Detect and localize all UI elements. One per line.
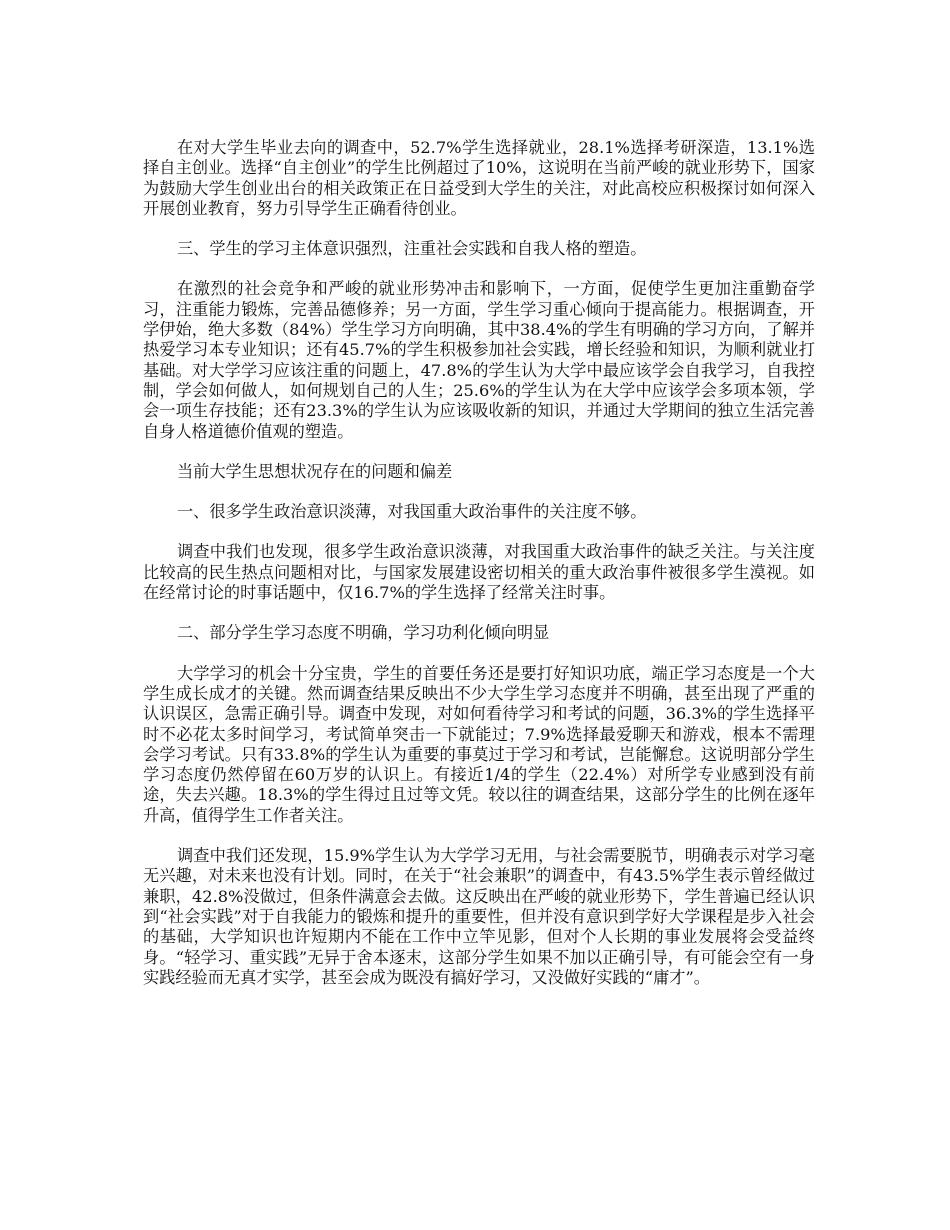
paragraph-political-awareness: 调查中我们也发现，很多学生政治意识淡薄，对我国重大政治事件的缺乏关注。与关注度比较高的民生热点问题相对比，与国家发展建设密切相关的重大政治事件被很多学生漠视。如在经常讨论的时事话题中，仅16.7%的学生选择了经常关注时事。 — [143, 542, 815, 603]
paragraph-part-time-jobs: 调查中我们还发现，15.9%学生认为大学学习无用，与社会需要脱节，明确表示对学习毫无兴趣，对未来也没有计划。同时，在关于“社会兼职”的调查中，有43.5%学生表示曾经做过兼职，42.8%没做过，但条件满意会去做。这反映出在严峻的就业形势下，学生普遍已经认识到“社会实践”对于自我能力的锻炼和提升的重要性，但并没有意识到学好大学课程是步入社会的基础，大学知识也许短期内不能在工作中立竿见影，但对个人长期的事业发展将会受益终身。“轻学习、重实践”无异于舍本逐末，这部分学生如果不加以正确引导，有可能会空有一身实践经验而无真才实学，甚至会成为既没有搞好学习，又没做好实践的“庸才”。 — [143, 846, 815, 987]
section-heading-political-awareness: 一、很多学生政治意识淡薄，对我国重大政治事件的关注度不够。 — [177, 502, 647, 522]
paragraph-learning-direction: 在激烈的社会竞争和严峻的就业形势冲击和影响下，一方面，促使学生更加注重勤奋学习，注重能力锻炼，完善品德修养；另一方面，学生学习重心倾向于提高能力。根据调查，开学伊始，绝大多数（84%）学生学习方向明确，其中38.4%的学生有明确的学习方向，了解并热爱学习本专业知识；还有45.7%的学生积极参加社会实践，增长经验和知识，为顺利就业打基础。对大学学习应该注重的问题上，47.8%的学生认为大学中最应该学会自我学习，自我控制，学会如何做人，如何规划自己的人生；25.6%的学生认为在大学中应该学会多项本领，学会一项生存技能；还有23.3%的学生认为应该吸收新的知识，并通过大学期间的独立生活完善自身人格道德价值观的塑造。 — [143, 279, 815, 441]
document-body — [143, 138, 815, 1008]
paragraph-graduate-destination: 在对大学生毕业去向的调查中，52.7%学生选择就业，28.1%选择考研深造，13.1%选择自主创业。选择“自主创业”的学生比例超过了10%，这说明在当前严峻的就业形势下，国家为鼓励大学生创业出台的相关政策正在日益受到大学生的关注，对此高校应积极探讨如何深入开展创业教育，努力引导学生正确看待创业。 — [143, 138, 815, 218]
paragraph-learning-attitude: 大学学习的机会十分宝贵，学生的首要任务还是要打好知识功底，端正学习态度是一个大学生成长成才的关键。然而调查结果反映出不少大学生学习态度并不明确，甚至出现了严重的认识误区，急需正确引导。调查中发现，对如何看待学习和考试的问题，36.3%的学生选择平时不必花太多时间学习，考试简单突击一下就能过；7.9%选择最爱聊天和游戏，根本不需理会学习考试。只有33.8%的学生认为重要的事莫过于学习和考试，岂能懈怠。这说明部分学生学习态度仍然停留在60万岁的认识上。有接近1/4的学生（22.4%）对所学专业感到没有前途，失去兴趣。18.3%的学生得过且过等文凭。较以往的调查结果，这部分学生的比例在逐年升高，值得学生工作者关注。 — [143, 663, 815, 825]
section-heading-problems: 当前大学生思想状况存在的问题和偏差 — [177, 461, 453, 481]
section-heading-learning-subject: 三、学生的学习主体意识强烈，注重社会实践和自我人格的塑造。 — [177, 239, 647, 259]
section-heading-learning-attitude: 二、部分学生学习态度不明确，学习功利化倾向明显 — [177, 623, 550, 643]
